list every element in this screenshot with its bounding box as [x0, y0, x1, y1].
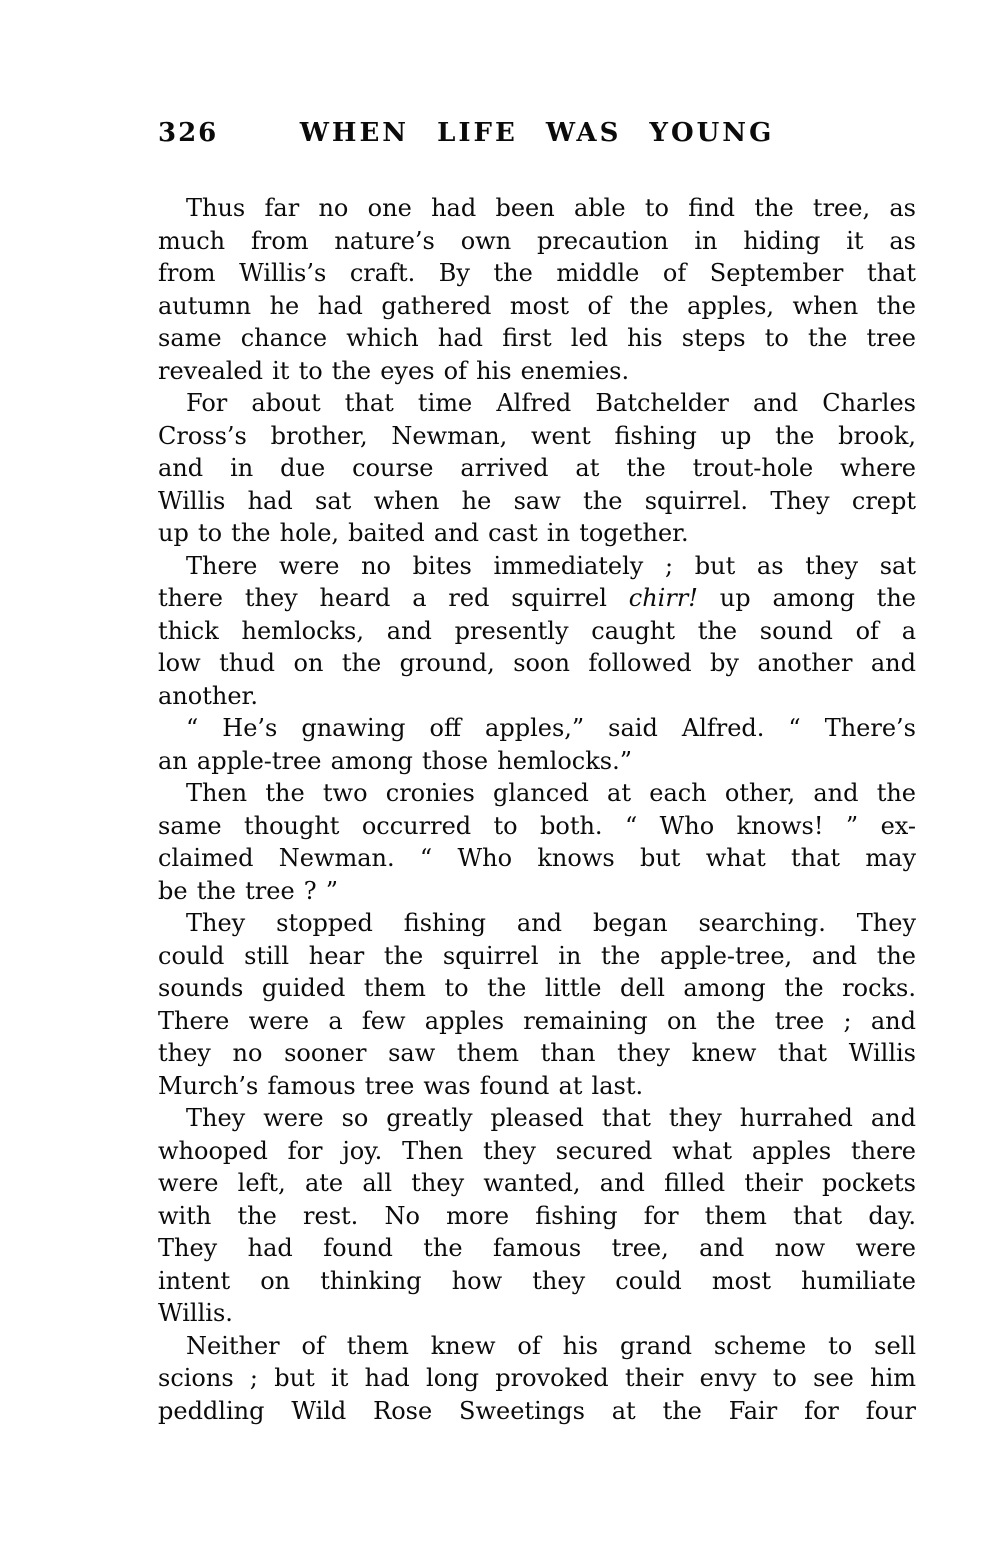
page-number: 326: [158, 118, 219, 148]
text-line: there they heard a red squirrel chirr! up among the: [158, 584, 916, 612]
text-line: revealed it to the eyes of his enemies.: [158, 356, 630, 385]
page-body: [158, 192, 916, 1427]
text-line: Willis.: [158, 1299, 233, 1327]
paragraph: [158, 192, 916, 387]
text-line: much from nature’s own precaution in hiding it as: [158, 226, 916, 255]
text-line: and in due course arrived at the trout-hole where: [158, 454, 916, 482]
paragraph: [158, 907, 916, 1102]
text-line: peddling Wild Rose Sweetings at the Fair for four: [158, 1396, 916, 1425]
text-line: were left, ate all they wanted, and filled their pockets: [158, 1169, 916, 1197]
paragraph: [158, 387, 916, 550]
text-line: from Willis’s craft. By the middle of September that: [158, 259, 916, 287]
page-header: [158, 118, 916, 152]
text-line: There were a few apples remaining on the tree ; and: [158, 1006, 916, 1035]
paragraph: [158, 777, 916, 907]
text-line: Thus far no one had been able to find the tree, as: [186, 194, 916, 222]
text-line: They stopped fishing and began searching. They: [186, 909, 916, 937]
text-line: low thud on the ground, soon followed by another and: [158, 649, 916, 677]
text-line: For about that time Alfred Batchelder and Charles: [186, 389, 916, 417]
text-line: be the tree ? ”: [158, 876, 339, 905]
text-line: another.: [158, 681, 258, 710]
text-line: could still hear the squirrel in the apple-tree, and the: [158, 941, 916, 970]
running-title: WHEN LIFE WAS YOUNG: [299, 118, 775, 148]
text-line: whooped for joy. Then they secured what apples there: [158, 1136, 916, 1165]
paragraph: [158, 712, 916, 777]
text-line: same thought occurred to both. “ Who knows! ” ex-: [158, 811, 916, 840]
text-line: Cross’s brother, Newman, went fishing up the brook,: [158, 421, 916, 450]
text-line: they no sooner saw them than they knew that Willis: [158, 1039, 916, 1067]
text-line: sounds guided them to the little dell among the rocks.: [158, 974, 916, 1002]
text-line: thick hemlocks, and presently caught the sound of a: [158, 616, 916, 645]
text-line: autumn he had gathered most of the apples, when the: [158, 291, 916, 320]
text-line: Willis had sat when he saw the squirrel. They crept: [158, 486, 916, 515]
text-line: same chance which had first led his steps to the tree: [158, 324, 916, 352]
text-line: scions ; but it had long provoked their envy to see him: [158, 1364, 916, 1392]
paragraph: [158, 1102, 916, 1330]
text-line: Murch’s famous tree was found at last.: [158, 1071, 644, 1100]
text-line: an apple-tree among those hemlocks.”: [158, 746, 632, 775]
text-line: claimed Newman. “ Who knows but what that may: [158, 844, 916, 872]
text-line: intent on thinking how they could most humiliate: [158, 1266, 916, 1295]
text-line: Then the two cronies glanced at each other, and the: [186, 779, 916, 807]
text-line: with the rest. No more fishing for them that day.: [158, 1201, 916, 1230]
text-line: They had found the famous tree, and now were: [158, 1234, 916, 1262]
text-line: up to the hole, baited and cast in together.: [158, 519, 689, 547]
text-line: There were no bites immediately ; but as they sat: [186, 551, 916, 580]
text-line: They were so greatly pleased that they hurrahed and: [186, 1104, 916, 1132]
text-line: Neither of them knew of his grand scheme to sell: [186, 1331, 916, 1360]
paragraph: [158, 1330, 916, 1428]
paragraph: [158, 550, 916, 713]
text-line: “ He’s gnawing off apples,” said Alfred. “ There’s: [186, 714, 916, 742]
